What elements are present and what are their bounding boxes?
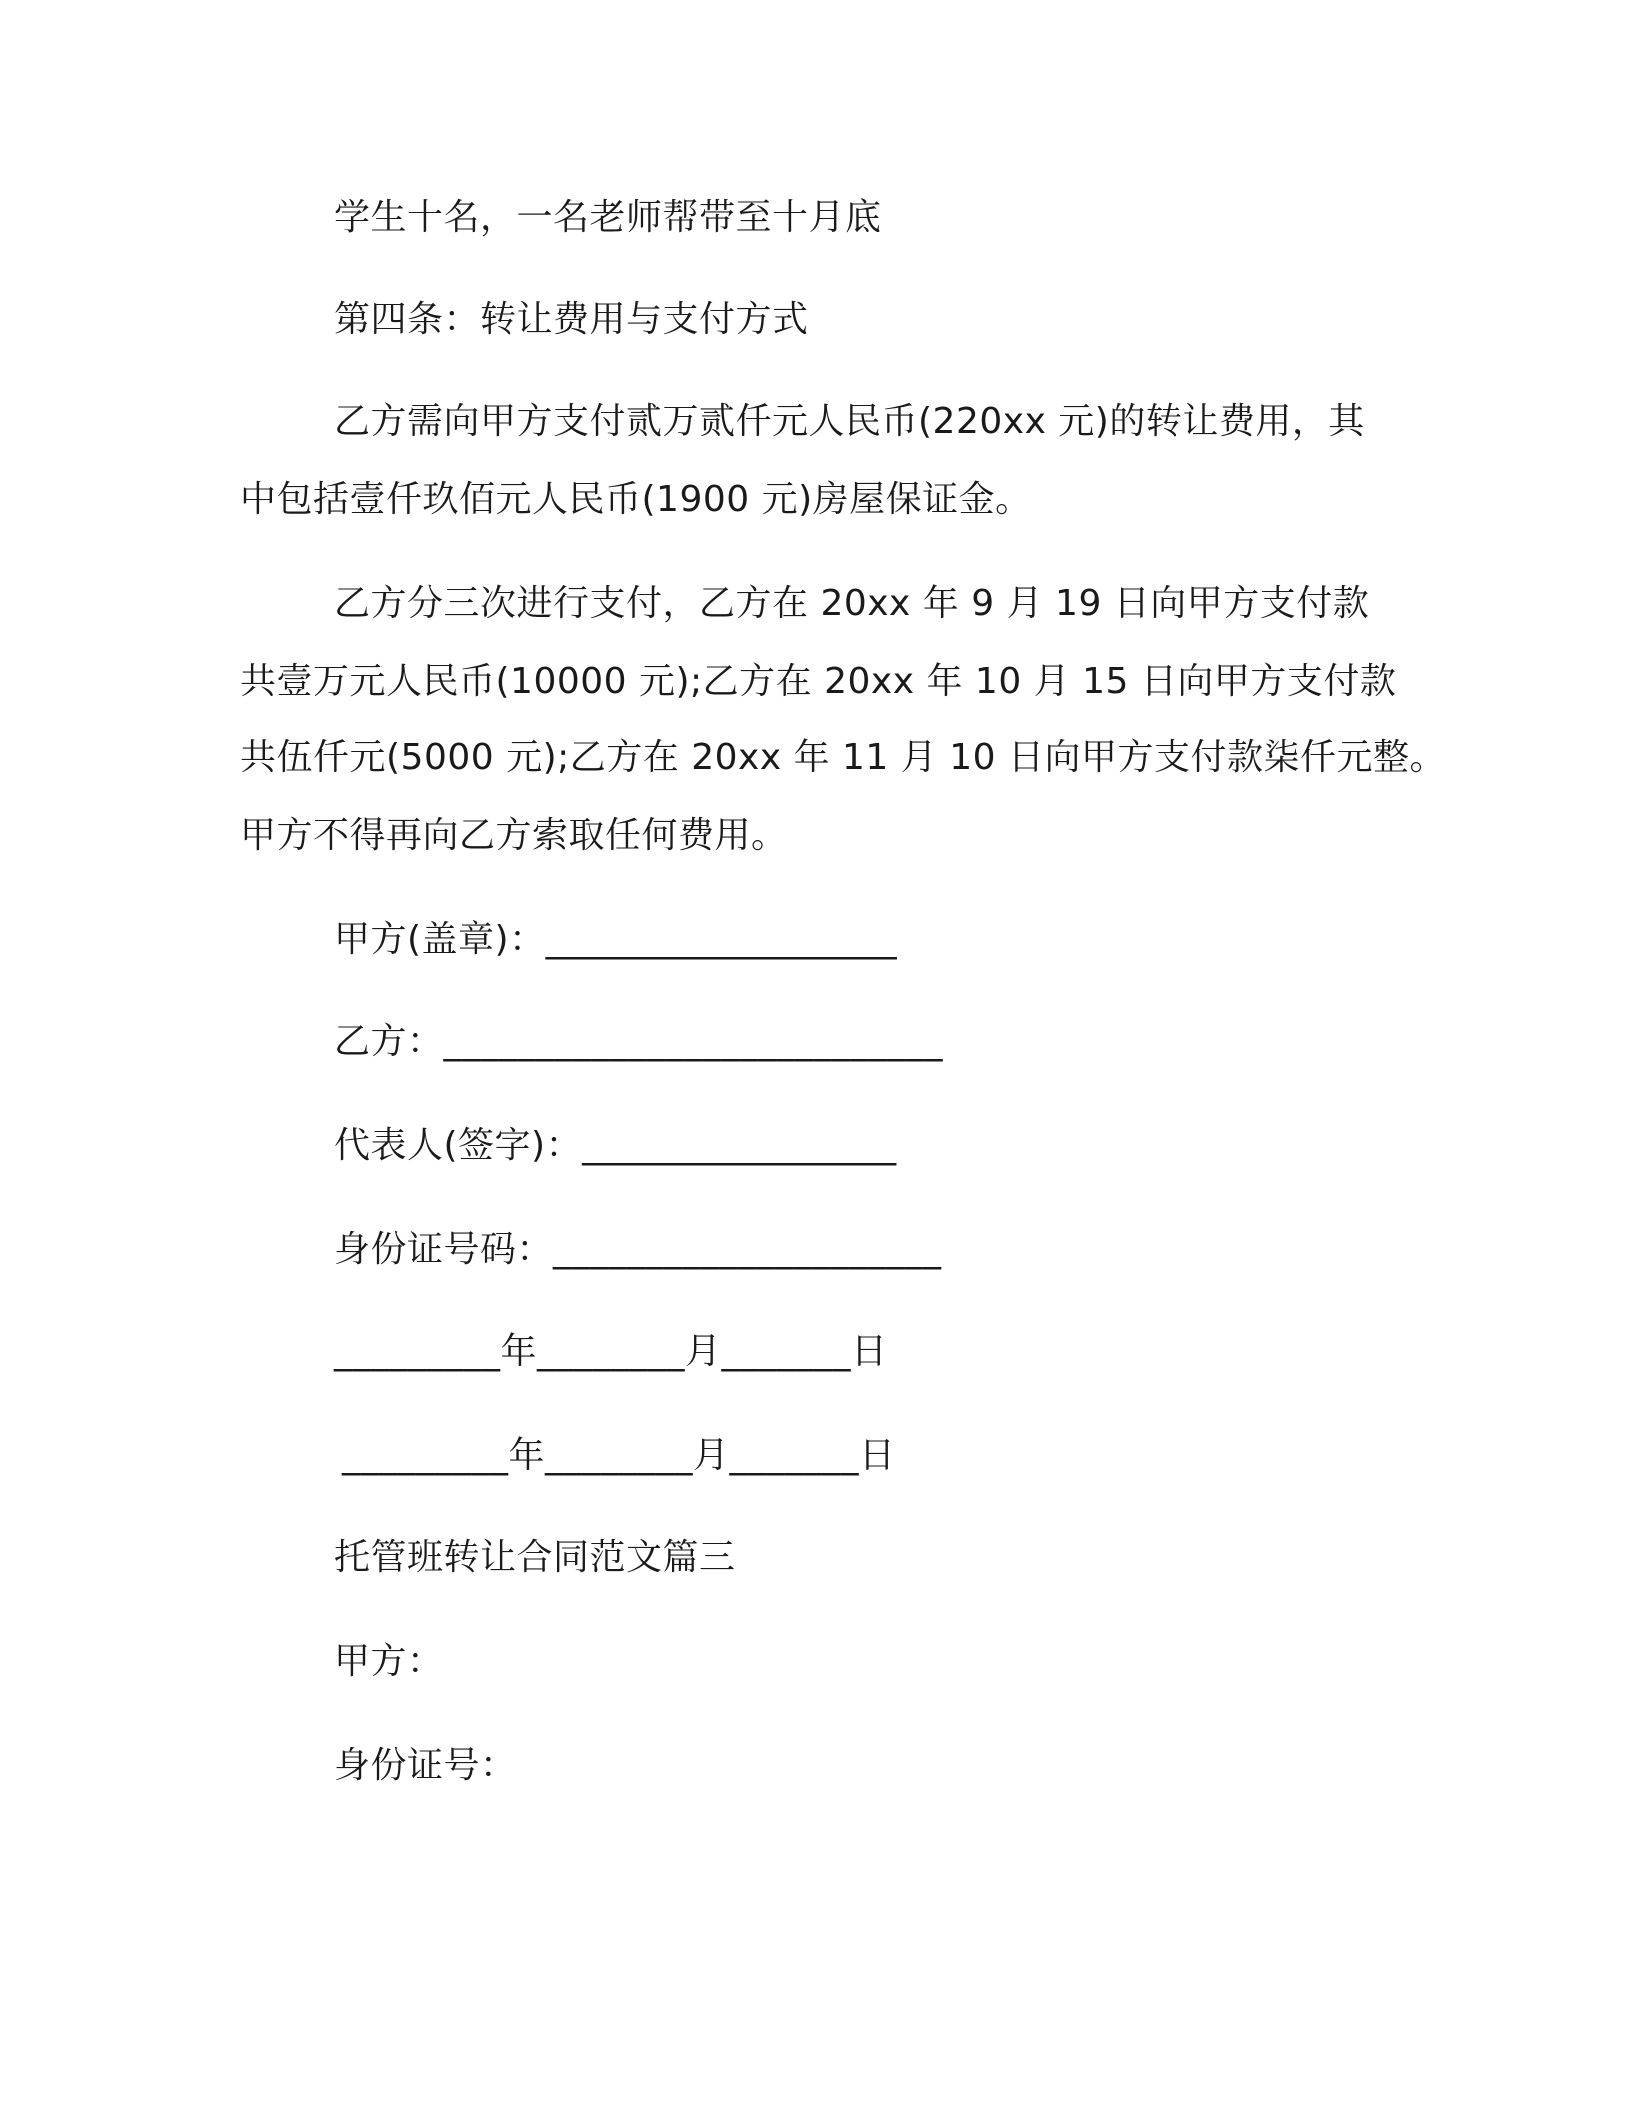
signature-representative: 代表人(签字)：_________________ xyxy=(334,1125,897,1166)
paragraph-payment-line-4: 甲方不得再向乙方索取任何费用。 xyxy=(240,815,788,856)
paragraph-payment-line-1: 乙方分三次进行支付，乙方在 20xx 年 9 月 19 日向甲方支付款 xyxy=(334,583,1370,624)
paragraph-payment-line-3: 共伍仟元(5000 元);乙方在 20xx 年 11 月 10 日向甲方支付款柒仟元整。 xyxy=(240,737,1446,778)
id-number-label: 身份证号： xyxy=(334,1745,517,1786)
paragraph-fee-line-2: 中包括壹仟玖佰元人民币(1900 元)房屋保证金。 xyxy=(240,479,1032,520)
signature-party-b: 乙方：___________________________ xyxy=(334,1021,944,1062)
heading-article-four: 第四条：转让费用与支付方式 xyxy=(334,299,809,340)
paragraph-fee-line-1: 乙方需向甲方支付贰万贰仟元人民币(220xx 元)的转让费用，其 xyxy=(334,401,1365,442)
id-number-field: 身份证号码：_____________________ xyxy=(334,1229,942,1270)
paragraph-payment-line-2: 共壹万元人民币(10000 元);乙方在 20xx 年 10 月 15 日向甲方支付款 xyxy=(240,661,1397,702)
party-a-label: 甲方： xyxy=(334,1641,444,1682)
signature-party-a-seal: 甲方(盖章)：___________________ xyxy=(334,919,898,960)
date-field-2: _________年________月_______日 xyxy=(342,1435,896,1476)
section-title-part-three: 托管班转让合同范文篇三 xyxy=(334,1537,736,1578)
paragraph-students: 学生十名，一名老师帮带至十月底 xyxy=(334,197,882,238)
date-field-1: _________年________月_______日 xyxy=(334,1331,888,1372)
